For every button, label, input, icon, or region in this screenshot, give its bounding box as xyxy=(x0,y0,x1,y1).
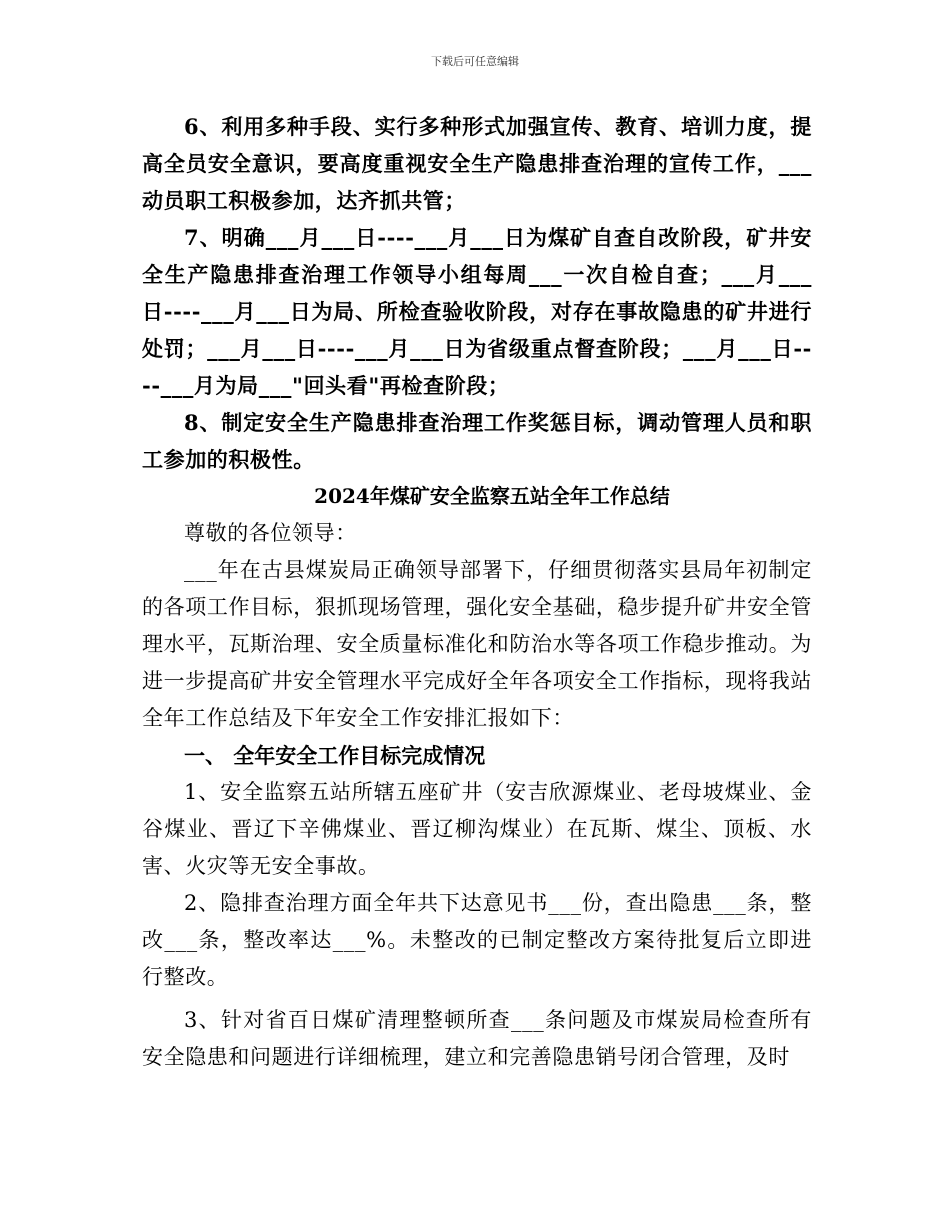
section-heading-1: 一、 全年安全工作目标完成情况 xyxy=(184,743,486,768)
intro-paragraph: ___年在古县煤炭局正确领导部署下，仔细贯彻落实县局年初制定的各项工作目标，狠抓现场管理，强化安全基础，稳步提升矿井安全管理水平，瓦斯治理、安全质量标准化和防治水等各项工作稳步推动。为进一步提高矿井安全管理水平完成好全年各项安全工作指标，现将我站全年工作总结及下年安全工作安排汇报如下： xyxy=(142,558,812,730)
item-7-paragraph: 7、明确___月___日----___月___日为煤矿自查自改阶段，矿井安全生产隐患排查治理工作领导小组每周___一次自检自查；___月___日----___月___日为局、所检查验收阶段，对存在事故隐患的矿井进行处罚；___月___日----___月___日为省级重点督查阶段；___月___日----___月为局___"回头看"再检查阶段； xyxy=(142,225,812,398)
point-2-paragraph: 2、隐排查治理方面全年共下达意见书___份，查出隐患___条，整改___条，整改率达___%。未整改的已制定整改方案待批复后立即进行整改。 xyxy=(142,891,812,989)
document-title: 2024年煤矿安全监察五站全年工作总结 xyxy=(314,484,670,508)
point-1-paragraph: 1、安全监察五站所辖五座矿井（安吉欣源煤业、老母坡煤业、金谷煤业、晋辽下辛佛煤业、晋辽柳沟煤业）在瓦斯、煤尘、顶板、水害、火灾等无安全事故。 xyxy=(142,780,812,878)
item-6-paragraph: 6、利用多种手段、实行多种形式加强宣传、教育、培训力度，提高全员安全意识，要高度重视安全生产隐患排查治理的宣传工作，___动员职工积极参加，达齐抓共管； xyxy=(142,114,812,213)
salutation: 尊敬的各位领导： xyxy=(184,521,357,545)
item-8-paragraph: 8、制定安全生产隐患排查治理工作奖惩目标，调动管理人员和职工参加的积极性。 xyxy=(142,410,812,472)
point-3-paragraph: 3、针对省百日煤矿清理整顿所查___条问题及市煤炭局检查所有安全隐患和问题进行详细梳理，建立和完善隐患销号闭合管理，及时 xyxy=(142,1008,812,1069)
header-note: 下载后可任意编辑 xyxy=(431,55,519,68)
document-body xyxy=(142,108,812,1076)
